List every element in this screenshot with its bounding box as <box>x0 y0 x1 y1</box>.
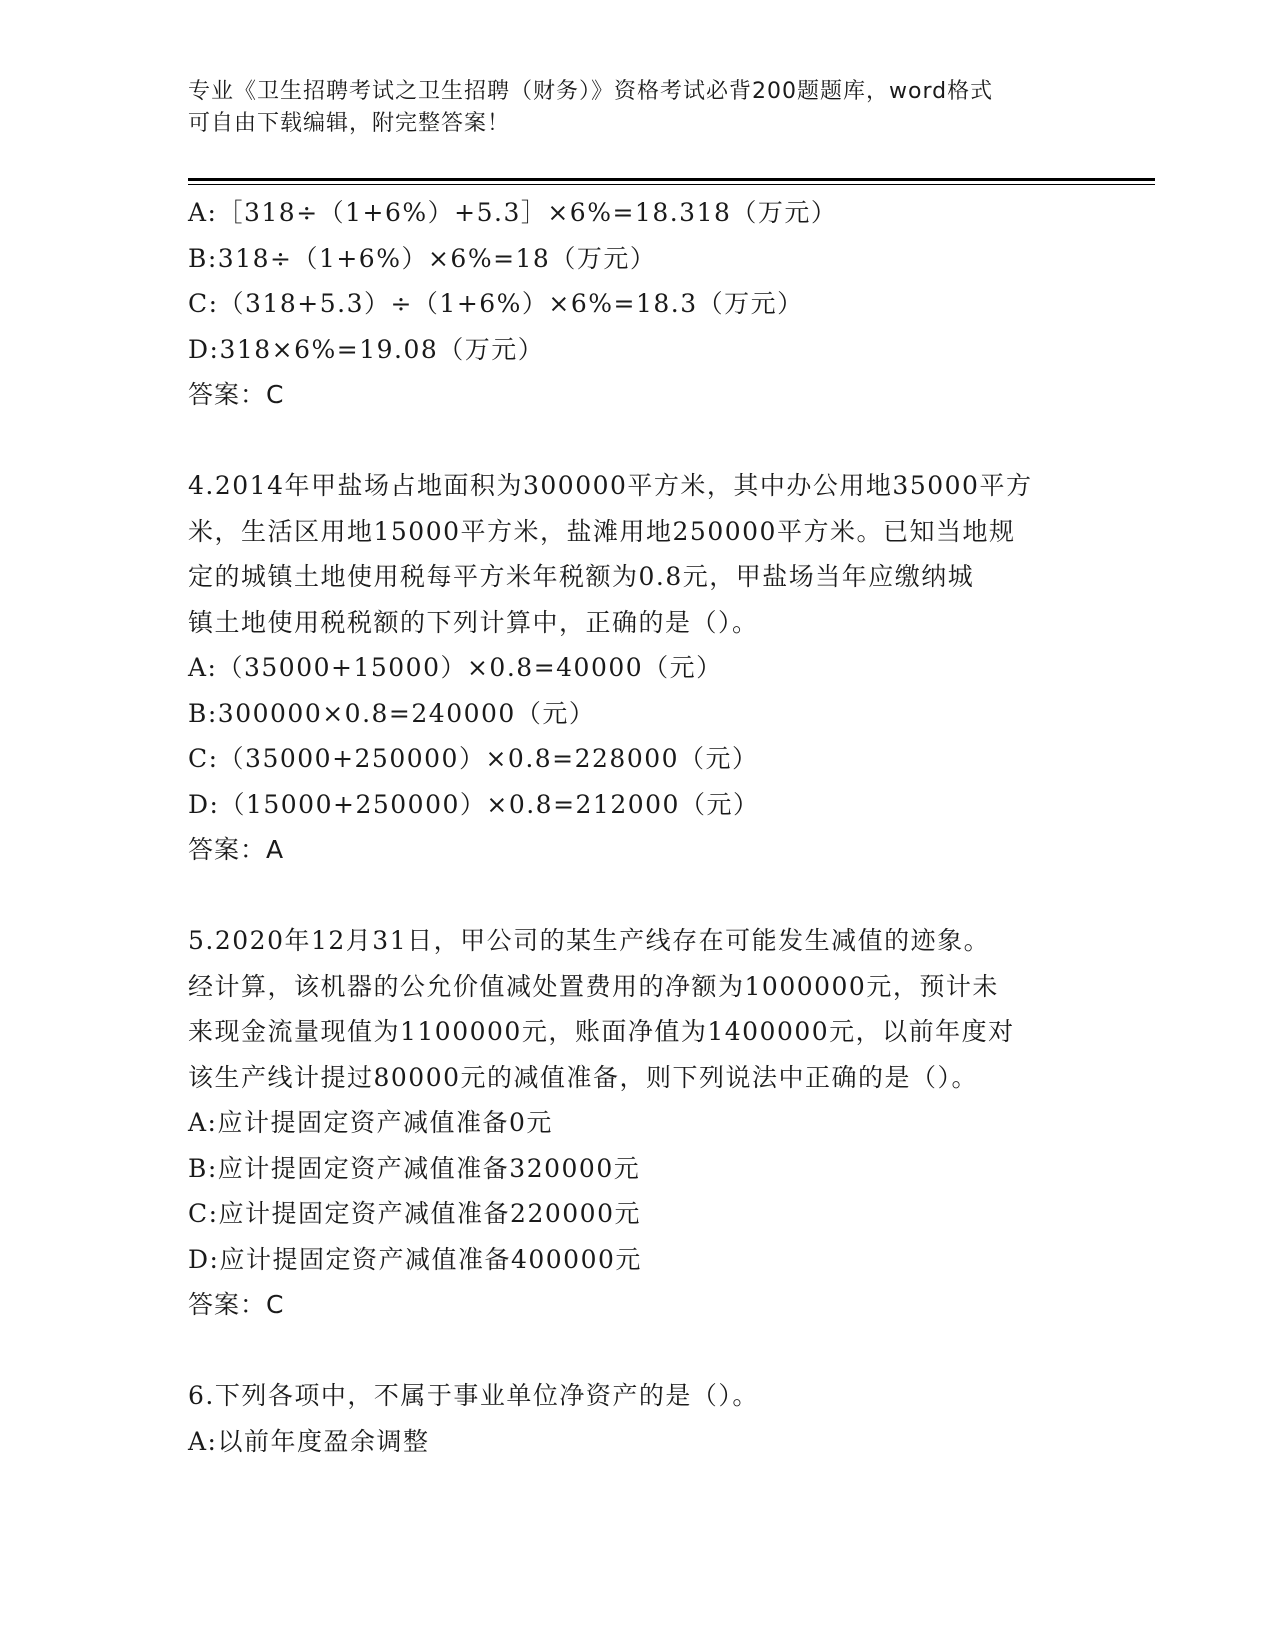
q4-option-b: B:300000×0.8=240000（元） <box>188 698 596 728</box>
q5-stem-line-3: 来现金流量现值为1100000元，账面净值为1400000元，以前年度对 <box>188 1017 1015 1046</box>
q3-option-b: B:318÷（1+6%）×6%=18（万元） <box>188 243 657 273</box>
q3-option-a: A:［318÷（1+6%）+5.3］×6%=18.318（万元） <box>188 198 838 227</box>
q4-stem-line-2: 米，生活区用地15000平方米，盐滩用地250000平方米。已知当地规 <box>188 516 1016 546</box>
q5-stem-line-1: 5.2020年12月31日，甲公司的某生产线存在可能发生减值的迹象。 <box>188 926 991 955</box>
q5-stem-line-4: 该生产线计提过80000元的减值准备，则下列说法中正确的是（）。 <box>188 1062 979 1092</box>
q5-stem-line-2: 经计算，该机器的公允价值减处置费用的净额为1000000元，预计未 <box>188 971 999 1001</box>
q5-option-c: C:应计提固定资产减值准备220000元 <box>188 1199 641 1228</box>
header-divider-thin <box>188 184 1155 185</box>
question-6-block <box>188 1373 1088 1464</box>
q4-stem-line-1: 4.2014年甲盐场占地面积为300000平方米，其中办公用地35000平方 <box>188 471 1033 500</box>
spacer <box>188 1328 1088 1374</box>
header-title-line-1: 专业《卫生招聘考试之卫生招聘（财务）》资格考试必背200题题库，word格式 <box>188 79 994 104</box>
question-3-block <box>188 190 1088 418</box>
question-4-block <box>188 463 1088 873</box>
q5-option-b: B:应计提固定资产减值准备320000元 <box>188 1153 641 1183</box>
q3-answer: 答案：C <box>188 380 285 409</box>
q3-option-c: C:（318+5.3）÷（1+6%）×6%=18.3（万元） <box>188 289 804 318</box>
q4-answer: 答案：A <box>188 835 285 864</box>
question-5-block <box>188 918 1088 1328</box>
spacer <box>188 418 1088 464</box>
spacer <box>188 873 1088 919</box>
q4-option-d: D:（15000+250000）×0.8=212000（元） <box>188 789 760 819</box>
q6-option-a: A:以前年度盈余调整 <box>188 1426 430 1456</box>
q3-option-d: D:318×6%=19.08（万元） <box>188 334 545 364</box>
q5-option-a: A:应计提固定资产减值准备0元 <box>188 1108 553 1137</box>
header-title-line-2: 可自由下载编辑，附完整答案！ <box>188 111 511 136</box>
q4-option-c: C:（35000+250000）×0.8=228000（元） <box>188 744 759 773</box>
question-content <box>188 190 1088 1464</box>
q6-stem-line-1: 6.下列各项中，不属于事业单位净资产的是（）。 <box>188 1381 759 1410</box>
q5-option-d: D:应计提固定资产减值准备400000元 <box>188 1244 642 1274</box>
q4-stem-line-4: 镇土地使用税税额的下列计算中，正确的是（）。 <box>188 607 759 637</box>
header-divider-thick <box>188 178 1155 181</box>
document-header <box>188 76 1088 140</box>
q4-stem-line-3: 定的城镇土地使用税每平方米年税额为0.8元，甲盐场当年应缴纳城 <box>188 562 975 591</box>
q4-option-a: A:（35000+15000）×0.8=40000（元） <box>188 653 723 682</box>
q5-answer: 答案：C <box>188 1290 285 1319</box>
